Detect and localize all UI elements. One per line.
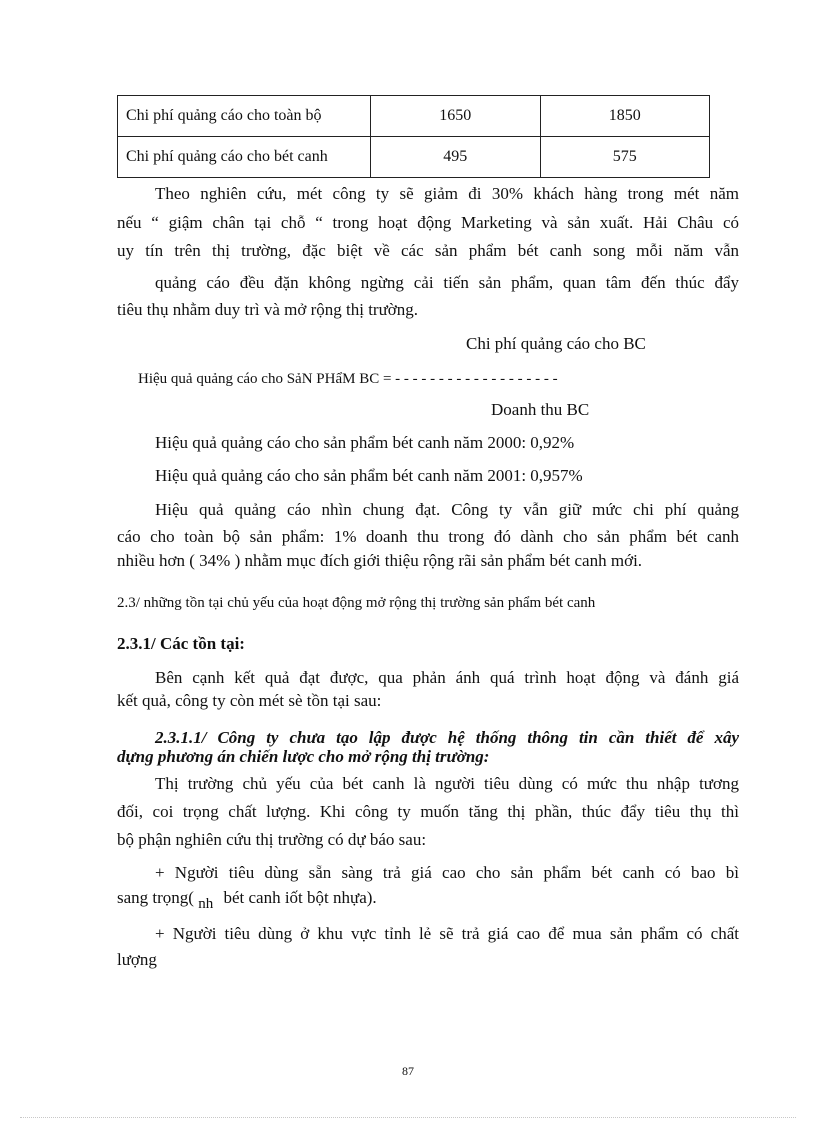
value-2001: 1850 — [540, 96, 710, 137]
table-row — [118, 137, 710, 178]
text-line: Hiệu quả quảng cáo nhìn chung đạt. Công ty vẫn giữ mức chi phí quảng — [155, 500, 739, 519]
section-heading: 2.3/ những tồn tại chủ yếu của hoạt động mở rộng thị trường sản phẩm bét canh — [117, 595, 596, 611]
page-number: 87 — [402, 1064, 414, 1078]
text-line: nhiều hơn ( 34% ) nhằm mục đích giới thiệu rộng rãi sản phẩm bét canh mới. — [117, 551, 643, 570]
text-line: Bên cạnh kết quả đạt được, qua phản ánh quá trình hoạt động và đánh giá — [155, 668, 739, 687]
row-label: Chi phí quảng cáo cho bét canh — [118, 137, 371, 178]
bullet-line — [117, 887, 739, 910]
text-line: tiêu thụ nhằm duy trì và mở rộng thị trường. — [117, 300, 419, 319]
text-line: Theo nghiên cứu, mét công ty sẽ giảm đi 30% khách hàng trong mét năm — [155, 184, 739, 203]
text-line: Thị trường chủ yếu của bét canh là người tiêu dùng có mức thu nhập tương — [155, 774, 739, 793]
subsubsection-heading: dựng phương án chiến lược cho mở rộng thị trường: — [117, 747, 490, 766]
result-2001: Hiệu quả quảng cáo cho sản phẩm bét canh năm 2001: 0,957% — [155, 466, 583, 485]
bullet-line: + Người tiêu dùng ở khu vực tỉnh lẻ sẽ trả giá cao để mua sản phẩm có chất — [155, 924, 739, 943]
value-2001: 575 — [540, 137, 710, 178]
bullet-line: lượng — [117, 950, 157, 969]
text-line: đối, coi trọng chất lượng. Khi công ty muốn tăng thị phần, thúc đẩy tiêu thụ thì — [117, 802, 739, 821]
text-line: cáo cho toàn bộ sản phẩm: 1% doanh thu trong đó dành cho sản phẩm bét canh — [117, 527, 739, 546]
text-line: nếu “ giậm chân tại chỗ “ trong hoạt động Marketing và sản xuất. Hải Châu có — [117, 213, 739, 232]
formula-label: Hiệu quả quảng cáo cho SảN PHẩM BC = - - - - - - - - - - - - - - - - - - - — [138, 371, 558, 387]
value-2000: 1650 — [371, 96, 541, 137]
bullet-line: + Người tiêu dùng sẵn sàng trả giá cao cho sản phẩm bét canh có bao bì — [155, 863, 739, 882]
subsection-heading: 2.3.1/ Các tồn tại: — [117, 634, 245, 653]
formula-numerator: Chi phí quảng cáo cho BC — [466, 334, 646, 353]
text-line: kết quả, công ty còn mét sè tồn tại sau: — [117, 691, 382, 710]
advertising-cost-table — [117, 95, 710, 178]
bullet-text: bét canh iốt bột nhựa). — [223, 888, 377, 907]
bullet-text: sang trọng( — [117, 888, 194, 907]
subscript-text: nh — [198, 896, 214, 912]
subsubsection-heading: 2.3.1.1/ Công ty chưa tạo lập được hệ thống thông tin cần thiết để xây — [155, 728, 739, 747]
page-bottom-rule — [20, 1117, 796, 1118]
table-row — [118, 96, 710, 137]
text-line: quảng cáo đều đặn không ngừng cải tiến sản phẩm, quan tâm đến thúc đẩy — [155, 273, 739, 292]
value-2000: 495 — [371, 137, 541, 178]
text-line: uy tín trên thị trường, đặc biệt về các sản phẩm bét canh song mỗi năm vẫn — [117, 241, 739, 260]
text-line: bộ phận nghiên cứu thị trường có dự báo sau: — [117, 830, 427, 849]
row-label: Chi phí quảng cáo cho toàn bộ — [118, 96, 371, 137]
result-2000: Hiệu quả quảng cáo cho sản phẩm bét canh năm 2000: 0,92% — [155, 433, 575, 452]
formula-denominator: Doanh thu BC — [491, 400, 590, 419]
